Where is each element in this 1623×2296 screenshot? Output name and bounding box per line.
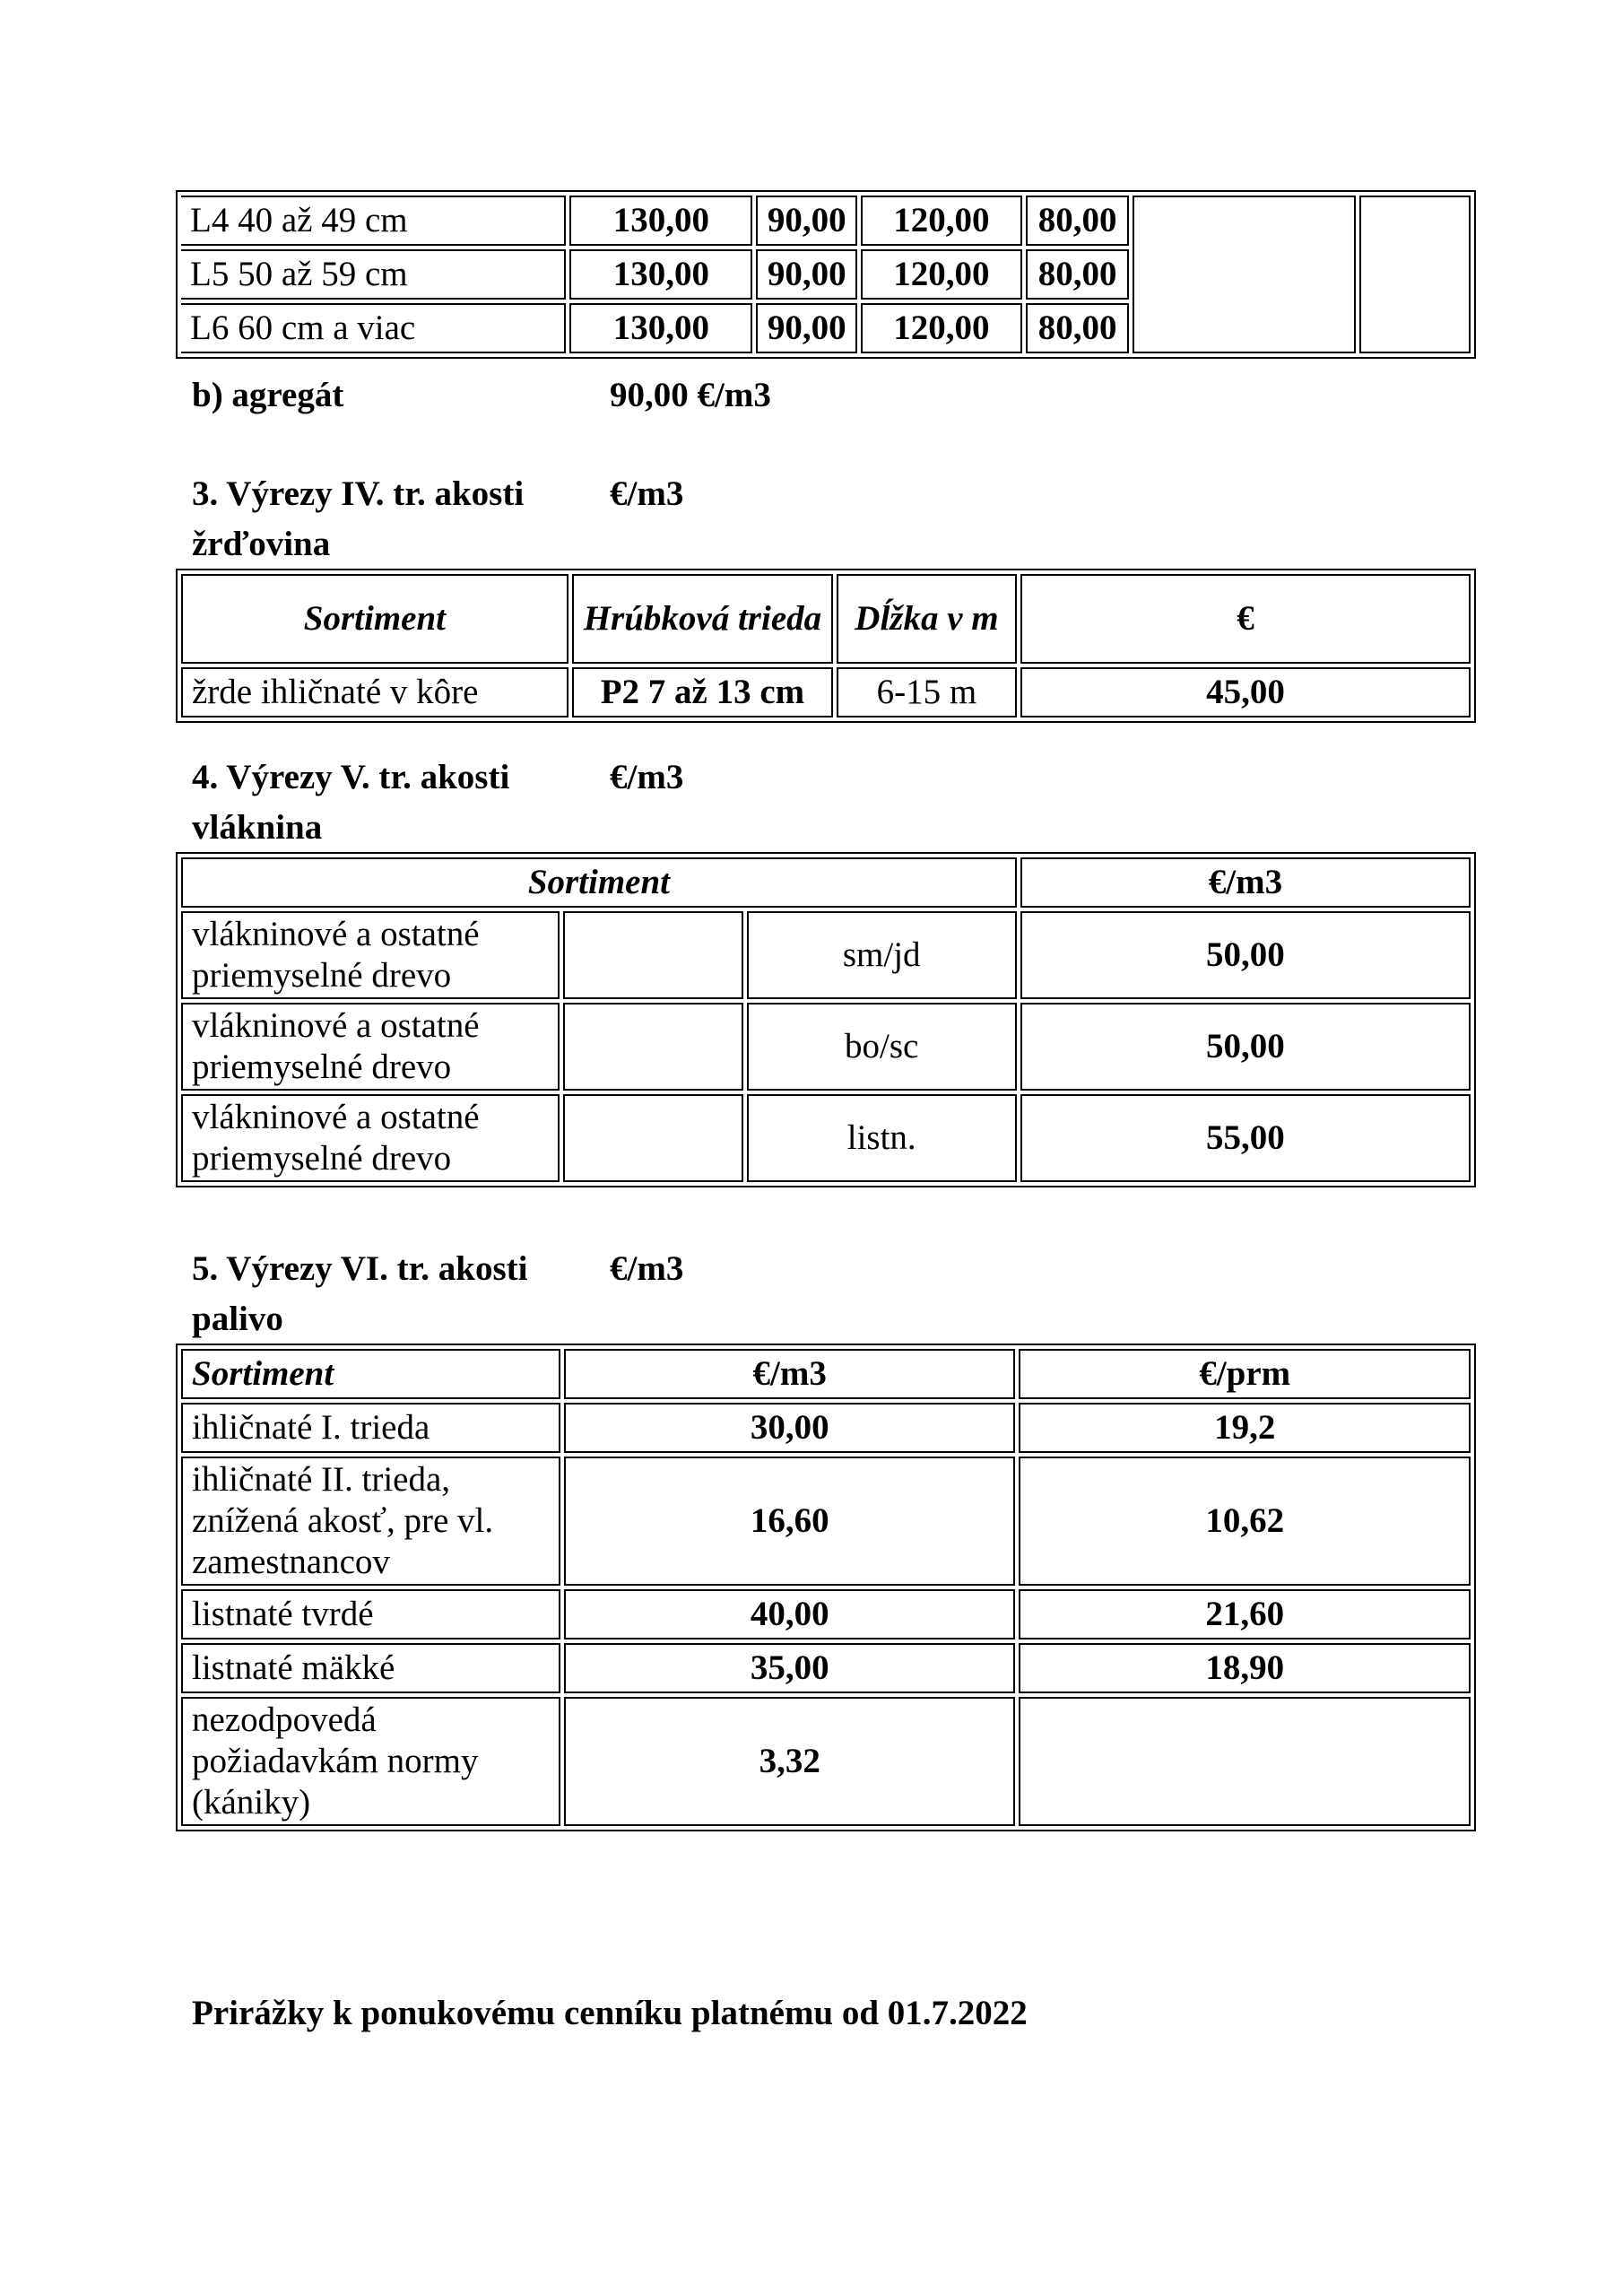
table-row [181,1589,1471,1639]
empty-cell [1133,196,1356,353]
table-row [181,196,1471,246]
sortiment-cell: žrde ihličnaté v kôre [181,667,568,718]
price-cell: 55,00 [1020,1094,1471,1182]
header-dlzka: Dĺžka v m [837,574,1017,664]
price-cell: 45,00 [1020,667,1471,718]
name-cell: nezodpovedá požiadavkám normy (kániky) [181,1697,560,1826]
price-prm-cell: 19,2 [1019,1403,1471,1453]
section4-subtitle: vláknina [192,808,323,847]
table-row [181,1457,1471,1586]
section3-title: 3. Výrezy IV. tr. akosti [192,474,525,513]
section4-title: 4. Výrezy V. tr. akosti [192,758,510,796]
price-prm-cell: 10,62 [1019,1457,1471,1586]
price-cell: 120,00 [861,249,1022,300]
name-cell: ihličnaté II. trieda, znížená akosť, pre vl. zamestnancov [181,1457,560,1586]
price-cell: 120,00 [861,303,1022,353]
header-sortiment: Sortiment [181,574,568,664]
price-prm-cell: 21,60 [1019,1589,1471,1639]
price-m3-cell: 40,00 [564,1589,1016,1639]
header-price: €/m3 [1020,857,1471,908]
footer-heading: Prirážky k ponukovému cenníku platnému od 01.7.2022 [192,1994,1028,2032]
section3-table [176,569,1476,723]
section4-unit: €/m3 [610,758,684,796]
table-header-row [181,574,1471,664]
type-cell: bo/sc [747,1003,1017,1091]
type-cell: sm/jd [747,911,1017,999]
table-row [181,1697,1471,1826]
empty-cell [1359,196,1471,353]
header-trieda: Hrúbková trieda [572,574,833,664]
price-prm-cell [1019,1697,1471,1826]
name-cell: ihličnaté I. trieda [181,1403,560,1453]
section3-unit: €/m3 [610,474,684,513]
price-cell: 130,00 [569,303,752,353]
price-cell: 50,00 [1020,911,1471,999]
table-row [181,1003,1471,1091]
type-cell: listn. [747,1094,1017,1182]
price-cell: 80,00 [1026,196,1130,246]
dlzka-cell: 6-15 m [837,667,1017,718]
price-cell: 90,00 [756,196,857,246]
name-cell: listnaté mäkké [181,1643,560,1693]
section5-title: 5. Výrezy VI. tr. akosti [192,1249,528,1288]
empty-cell [563,1094,743,1182]
table-row [181,667,1471,718]
price-prm-cell: 18,90 [1019,1643,1471,1693]
name-cell: vlákninové a ostatné priemyselné drevo [181,911,560,999]
price-cell: 50,00 [1020,1003,1471,1091]
trieda-cell: P2 7 až 13 cm [572,667,833,718]
section4-table [176,852,1476,1187]
table-row [181,1403,1471,1453]
name-cell: listnaté tvrdé [181,1589,560,1639]
section5-unit: €/m3 [610,1249,684,1288]
price-m3-cell: 30,00 [564,1403,1016,1453]
agregat-label: b) agregát [192,376,344,414]
price-m3-cell: 3,32 [564,1697,1016,1826]
section5-table [176,1344,1476,1831]
price-cell: 130,00 [569,249,752,300]
section2-table [176,190,1476,359]
row-label: L5 50 až 59 cm [181,249,566,300]
row-label: L4 40 až 49 cm [181,196,566,246]
name-cell: vlákninové a ostatné priemyselné drevo [181,1003,560,1091]
section5-subtitle: palivo [192,1300,283,1338]
price-cell: 90,00 [756,303,857,353]
empty-cell [563,911,743,999]
price-cell: 120,00 [861,196,1022,246]
price-m3-cell: 35,00 [564,1643,1016,1693]
header-price: € [1020,574,1471,664]
price-cell: 90,00 [756,249,857,300]
header-m3: €/m3 [564,1349,1016,1399]
price-m3-cell: 16,60 [564,1457,1016,1586]
agregat-value: 90,00 €/m3 [610,376,771,414]
price-cell: 80,00 [1026,303,1130,353]
header-sortiment: Sortiment [181,857,1017,908]
table-header-row [181,857,1471,908]
section3-subtitle: žrďovina [192,525,331,563]
table-row [181,1094,1471,1182]
price-cell: 80,00 [1026,249,1130,300]
table-row [181,1643,1471,1693]
price-cell: 130,00 [569,196,752,246]
empty-cell [563,1003,743,1091]
header-sortiment: Sortiment [181,1349,560,1399]
table-row [181,911,1471,999]
row-label: L6 60 cm a viac [181,303,566,353]
table-header-row [181,1349,1471,1399]
header-prm: €/prm [1019,1349,1471,1399]
name-cell: vlákninové a ostatné priemyselné drevo [181,1094,560,1182]
